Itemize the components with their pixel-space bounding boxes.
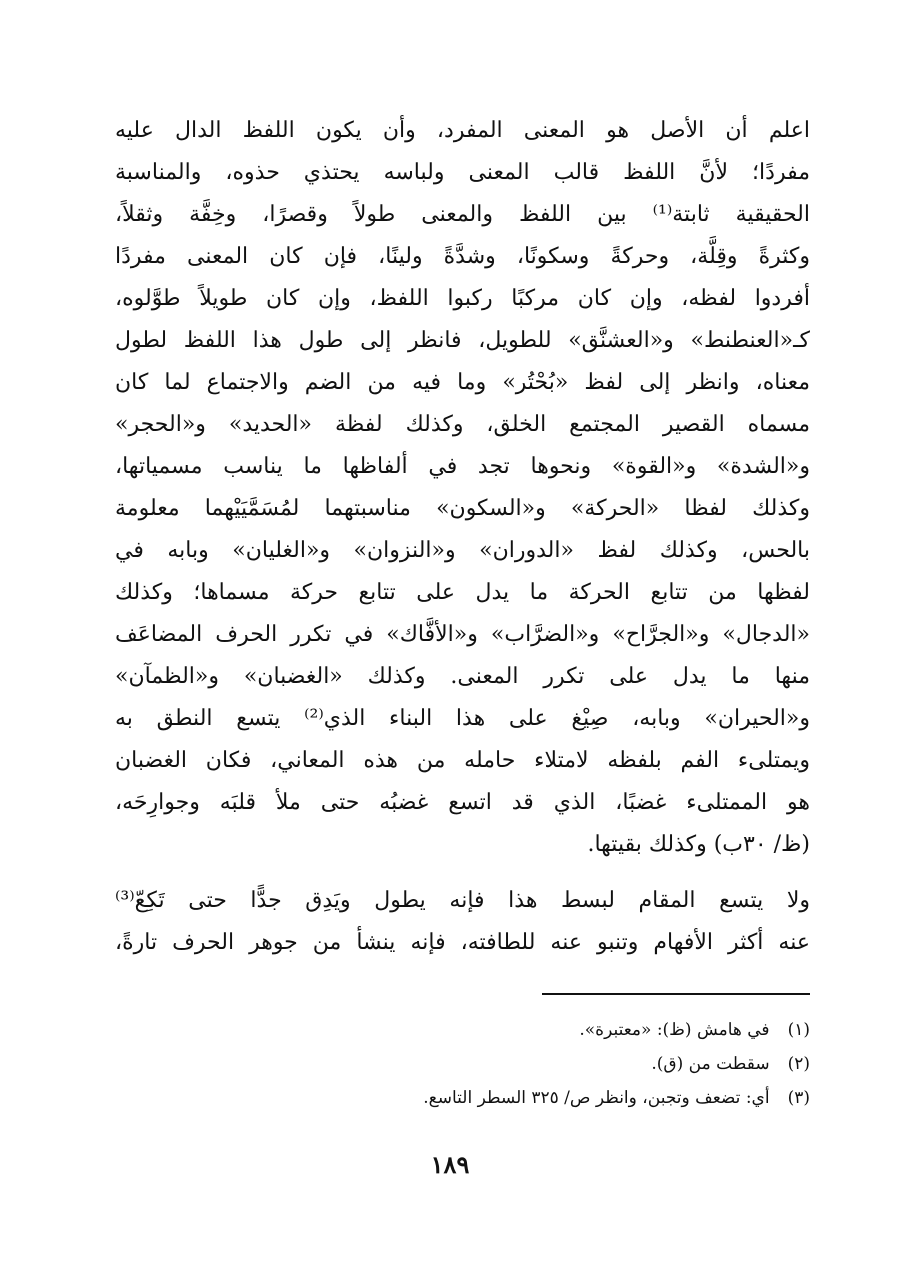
footnote-number: (١) <box>787 1020 810 1040</box>
text-line: اعلم أن الأصل هو المعنى المفرد، وأن يكون اللفظ الدال عليه <box>115 118 810 143</box>
footnote-item <box>115 1047 810 1081</box>
text-line: لفظها من تتابع الحركة ما يدل على تتابع حركة مسماها؛ وكذلك <box>115 580 810 605</box>
text-line: و«الشدة» و«القوة» ونحوها تجد في ألفاظها ما يناسب مسمياتها، <box>115 454 810 479</box>
footnote-item <box>115 1081 810 1115</box>
page-number: ١٨٩ <box>430 1150 470 1179</box>
text-line: كـ«العنطنط» و«العشنَّق» للطويل، فانظر إلى طول هذا اللفظ لطول <box>115 328 810 353</box>
footnotes <box>115 1013 810 1115</box>
footnote-text: أي: تضعف وتجبن، وانظر ص/ ٣٢٥ السطر التاسع. <box>423 1088 770 1108</box>
text-line: «الدجال» و«الجرَّاح» و«الضرَّاب» و«الأفَّاك» في تكرر الحرف المضاعَف <box>115 622 810 647</box>
text-line: مفردًا؛ لأنَّ اللفظ قالب المعنى ولباسه يحتذي حذوه، والمناسبة <box>115 160 810 185</box>
text-line: و«الحيران» وبابه، صِيْغ على هذا البناء الذي⁽²⁾ يتسع النطق به <box>115 706 811 731</box>
footnote-number: (٢) <box>787 1054 810 1074</box>
text-line: الحقيقية ثابتة⁽¹⁾ بين اللفظ والمعنى طولاً وقصرًا، وخِفَّة وثقلاً، <box>115 202 810 227</box>
text-line: وكذلك لفظا «الحركة» و«السكون» مناسبتهما لمُسَمَّيَيْهما معلومة <box>115 496 810 521</box>
text-line: ويمتلىء الفم بلفظه لامتلاء حامله من هذه المعاني، فكان الغضبان <box>115 748 810 773</box>
text-line: أفردوا لفظه، وإن كان مركبًا ركبوا اللفظ، وإن كان طويلاً طوَّلوه، <box>115 286 810 311</box>
paragraph-1 <box>115 110 810 866</box>
footnote-text: سقطت من (ق). <box>651 1054 770 1074</box>
footnote-divider <box>542 993 810 995</box>
text-line: (ظ/ ٣٠ب) وكذلك بقيتها. <box>587 832 810 857</box>
footnote-number: (٣) <box>787 1088 810 1108</box>
text-line: منها ما يدل على تكرر المعنى. وكذلك «الغضبان» و«الظمآن» <box>115 664 810 689</box>
footnote-item <box>115 1013 810 1047</box>
text-line: ولا يتسع المقام لبسط هذا فإنه يطول ويَدِق جدًّا حتى تَكِعّ⁽³⁾ <box>115 888 810 913</box>
text-line: مسماه القصير المجتمع الخلق، وكذلك لفظة «الحديد» و«الحجر» <box>115 412 810 437</box>
text-line: معناه، وانظر إلى لفظ «بُحْتُر» وما فيه من الضم والاجتماع لما كان <box>115 370 810 395</box>
text-line: بالحس، وكذلك لفظ «الدوران» و«النزوان» و«الغليان» وبابه في <box>115 538 810 563</box>
text-line: عنه أكثر الأفهام وتنبو عنه للطافته، فإنه ينشأ من جوهر الحرف تارةً، <box>115 930 810 955</box>
paragraph-2 <box>115 880 810 964</box>
footnote-text: في هامش (ظ): «معتبرة». <box>579 1020 770 1040</box>
text-line: هو الممتلىء غضبًا، الذي قد اتسع غضبُه حتى ملأ قلبَه وجوارِحَه، <box>115 790 810 815</box>
text-line: وكثرةً وقِلَّة، وحركةً وسكونًا، وشدَّةً ولينًا، فإن كان المعنى مفردًا <box>115 244 810 269</box>
